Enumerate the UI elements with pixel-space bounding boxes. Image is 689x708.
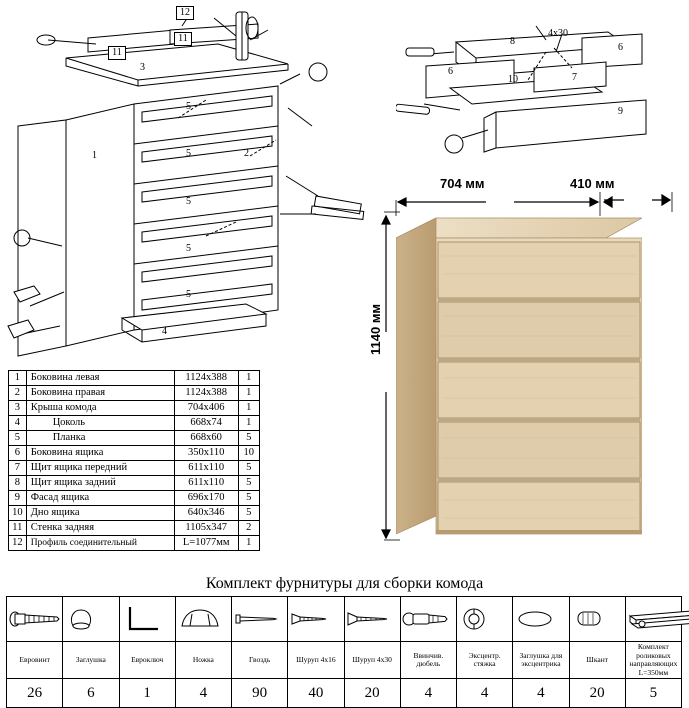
drawer-callout-4x30: 4х30	[548, 28, 568, 39]
hw-cell-cam-lock	[457, 597, 513, 642]
part-qty: 1	[238, 386, 259, 401]
part-size: 668х60	[174, 431, 238, 446]
cap-plug-icon	[63, 604, 99, 634]
part-qty: 10	[238, 446, 259, 461]
part-number: 9	[9, 491, 27, 506]
table-row	[9, 446, 260, 461]
hw-cell-leg	[175, 597, 231, 642]
cam-cover-icon	[513, 606, 557, 632]
table-row	[9, 371, 260, 386]
euro-screw-icon	[7, 604, 63, 634]
part-number: 8	[9, 476, 27, 491]
part-name: Планка	[26, 431, 174, 446]
hw-cell-allen-key	[119, 597, 175, 642]
wooden-dowel-icon	[570, 604, 610, 634]
screw-4x30-icon	[345, 604, 391, 634]
callout-1: 1	[92, 150, 97, 161]
table-row	[9, 536, 260, 551]
table-row	[9, 401, 260, 416]
drawer-callout-6-left: 6	[448, 66, 453, 77]
parts-list-table	[8, 370, 260, 551]
part-size: 1105х347	[174, 521, 238, 536]
drawer-callout-10: 10	[508, 74, 518, 85]
parts-list-body	[9, 371, 260, 551]
part-size: 1124х388	[174, 386, 238, 401]
part-qty: 1	[238, 536, 259, 551]
hw-count: 4	[400, 679, 456, 708]
width-dimension-label: 704 мм	[440, 176, 485, 191]
hardware-counts-row	[7, 679, 682, 708]
part-number: 11	[9, 521, 27, 536]
hw-name: Гвоздь	[232, 642, 288, 679]
callout-3: 3	[140, 62, 145, 73]
nail-icon	[232, 604, 280, 634]
part-name: Боковина правая	[26, 386, 174, 401]
callout-5-b: 5	[186, 148, 191, 159]
hw-count: 90	[232, 679, 288, 708]
part-number: 1	[9, 371, 27, 386]
hw-cell-drawer-slide	[625, 597, 681, 642]
part-qty: 1	[238, 401, 259, 416]
callout-11-right: 11	[174, 32, 192, 46]
part-qty: 5	[238, 461, 259, 476]
hw-name: Шуруп 4х30	[344, 642, 400, 679]
table-row	[9, 386, 260, 401]
part-name: Крыша комода	[26, 401, 174, 416]
hw-name: Комплект роликовых направляющих L=350мм	[625, 642, 681, 679]
height-dimension-label: 1140 мм	[368, 303, 383, 355]
drawer-callout-8: 8	[510, 36, 515, 47]
part-name: Дно ящика	[26, 506, 174, 521]
part-size: 611х110	[174, 476, 238, 491]
drawer-slide-icon	[626, 602, 689, 636]
screw-in-dowel-icon	[401, 604, 449, 634]
hw-count: 40	[288, 679, 344, 708]
callout-12: 12	[176, 6, 194, 20]
table-row	[9, 431, 260, 446]
part-name: Стенка задняя	[26, 521, 174, 536]
callout-11-left: 11	[108, 46, 126, 60]
part-qty: 5	[238, 476, 259, 491]
part-size: L=1077мм	[174, 536, 238, 551]
furniture-leg-icon	[176, 604, 224, 634]
hw-name: Ножка	[175, 642, 231, 679]
part-size: 640х346	[174, 506, 238, 521]
part-number: 6	[9, 446, 27, 461]
part-name: Профиль соединительный	[26, 536, 174, 551]
dresser-photo	[396, 212, 642, 540]
hw-count: 6	[63, 679, 119, 708]
table-row	[9, 491, 260, 506]
table-row	[9, 506, 260, 521]
part-name: Цоколь	[26, 416, 174, 431]
drawer-exploded-diagram	[396, 8, 686, 168]
hw-count: 4	[513, 679, 569, 708]
drawer-callout-9: 9	[618, 106, 623, 117]
hw-count: 26	[7, 679, 63, 708]
hw-name: Заглушка для эксцентрика	[513, 642, 569, 679]
part-qty: 5	[238, 431, 259, 446]
part-name: Щит ящика передний	[26, 461, 174, 476]
hw-name: Евроключ	[119, 642, 175, 679]
hw-cell-screw-in-dowel	[400, 597, 456, 642]
hw-cell-nail	[232, 597, 288, 642]
part-qty: 1	[238, 371, 259, 386]
part-number: 3	[9, 401, 27, 416]
part-size: 350х110	[174, 446, 238, 461]
part-name: Фасад ящика	[26, 491, 174, 506]
drawer-callout-7: 7	[572, 72, 577, 83]
hw-cell-euro-screw	[7, 597, 63, 642]
hardware-names-row	[7, 642, 682, 679]
table-row	[9, 461, 260, 476]
hw-name: Заглушка	[63, 642, 119, 679]
hw-cell-screw-4x16	[288, 597, 344, 642]
callout-5-a: 5	[186, 101, 191, 112]
part-name: Боковина левая	[26, 371, 174, 386]
part-number: 12	[9, 536, 27, 551]
hardware-icons-row	[7, 597, 682, 642]
hw-cell-cap-plug	[63, 597, 119, 642]
part-size: 1124х388	[174, 371, 238, 386]
cam-lock-icon	[457, 603, 491, 635]
hardware-kit-table	[6, 596, 682, 708]
hw-name: Шуруп 4х16	[288, 642, 344, 679]
part-size: 611х110	[174, 461, 238, 476]
part-qty: 2	[238, 521, 259, 536]
part-number: 5	[9, 431, 27, 446]
part-name: Щит ящика задний	[26, 476, 174, 491]
part-size: 696х170	[174, 491, 238, 506]
depth-dimension-label: 410 мм	[570, 176, 615, 191]
main-exploded-diagram	[0, 0, 370, 368]
table-row	[9, 476, 260, 491]
callout-5-c: 5	[186, 196, 191, 207]
part-size: 668х74	[174, 416, 238, 431]
allen-key-icon	[120, 603, 164, 635]
part-number: 10	[9, 506, 27, 521]
hw-count: 20	[344, 679, 400, 708]
hw-count: 4	[175, 679, 231, 708]
part-number: 7	[9, 461, 27, 476]
table-row	[9, 521, 260, 536]
drawer-callout-6-right: 6	[618, 42, 623, 53]
table-row	[9, 416, 260, 431]
hw-name: Евровинт	[7, 642, 63, 679]
screw-4x16-icon	[288, 604, 330, 634]
hw-cell-wooden-dowel	[569, 597, 625, 642]
hw-cell-screw-4x30	[344, 597, 400, 642]
part-number: 2	[9, 386, 27, 401]
part-size: 704х406	[174, 401, 238, 416]
hw-count: 4	[457, 679, 513, 708]
part-qty: 5	[238, 506, 259, 521]
callout-2: 2	[244, 148, 249, 159]
callout-4: 4	[162, 326, 167, 337]
hardware-kit-title: Комплект фурнитуры для сборки комода	[205, 575, 484, 592]
hw-count: 5	[625, 679, 681, 708]
hw-count: 20	[569, 679, 625, 708]
hw-name: Шкант	[569, 642, 625, 679]
part-number: 4	[9, 416, 27, 431]
hw-name: Эксцентр. стяжка	[457, 642, 513, 679]
callout-5-d: 5	[186, 243, 191, 254]
part-qty: 1	[238, 416, 259, 431]
hw-cell-cam-cover	[513, 597, 569, 642]
hw-name: Ввинчив. дюбель	[400, 642, 456, 679]
part-name: Боковина ящика	[26, 446, 174, 461]
callout-5-e: 5	[186, 289, 191, 300]
hw-count: 1	[119, 679, 175, 708]
part-qty: 5	[238, 491, 259, 506]
